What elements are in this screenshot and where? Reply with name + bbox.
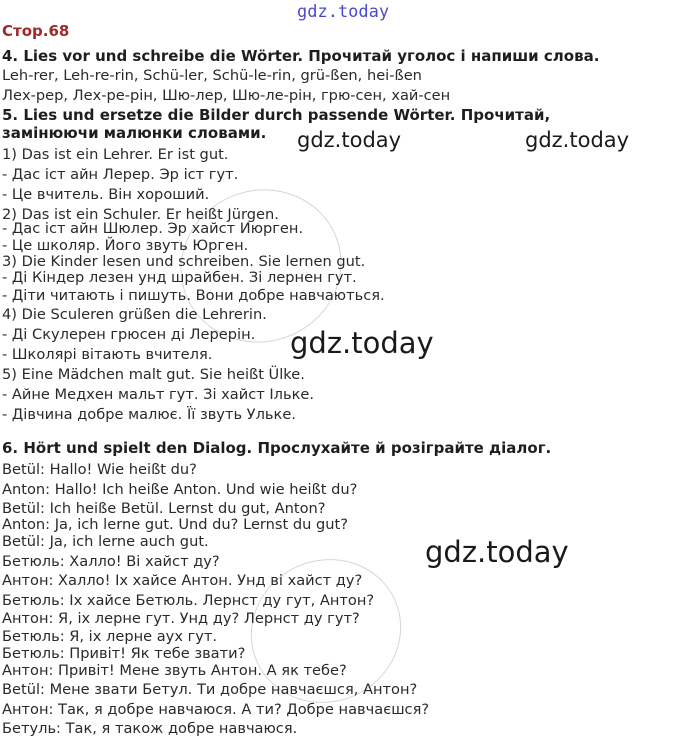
dialog-line: Betül: Мене звати Бетул. Ти добре навчаєшся, Антон? xyxy=(2,681,418,698)
dialog-line: Бетюль: Привіт! Як тебе звати? xyxy=(2,645,246,662)
watermark: gdz.today xyxy=(297,128,402,152)
watermark-top: gdz.today xyxy=(297,2,390,22)
text-line: - Дас іст айн Лерер. Эр іст гут. xyxy=(2,166,239,183)
exercise-6-heading: 6. Hört und spielt den Dialog. Прослухайте й розіграйте діалог. xyxy=(2,439,552,457)
text-line: 2) Das ist ein Schuler. Er heißt Jürgen. xyxy=(2,206,279,223)
text-line: - Айне Медхен мальт гут. Зі хайст Ількe. xyxy=(2,386,315,403)
dialog-line: Бетюль: Іх хайсе Бетюль. Лернст ду гут, Антон? xyxy=(2,592,375,609)
watermark: gdz.today xyxy=(525,128,630,152)
text-line: Лех-рер, Лех-ре-рін, Шю-лер, Шю-ле-рін, грю-сен, хай-сен xyxy=(2,87,451,104)
text-line: - Ді Кіндер лезен унд шрайбен. Зі лернен гут. xyxy=(2,269,357,286)
exercise-5-heading-cont: замінюючи малюнки словами. xyxy=(2,124,267,142)
dialog-line: Антон: Так, я добре навчаюся. А ти? Добре навчаєшся? xyxy=(2,701,430,718)
dialog-line: Бетюль: Халло! Ві хайст ду? xyxy=(2,553,220,570)
dialog-line: Антон: Я, іх лерне гут. Унд ду? Лернст ду гут? xyxy=(2,610,360,627)
text-line: 4) Die Sculeren grüßen die Lehrerin. xyxy=(2,306,267,323)
text-line: - Це вчитель. Він хороший. xyxy=(2,186,210,203)
dialog-line: Антон: Халло! Іх хайсе Антон. Унд ві хайст ду? xyxy=(2,572,363,589)
text-line: - Школярі вітають вчителя. xyxy=(2,346,213,363)
dialog-line: Бетюль: Я, іх лерне аух гут. xyxy=(2,628,218,645)
dialog-line: Anton: Ja, ich lerne gut. Und du? Lernst du gut? xyxy=(2,516,349,533)
text-line: - Діти читають і пишуть. Вони добре навчаються. xyxy=(2,287,385,304)
text-line: 3) Die Kinder lesen und schreiben. Sie lernen gut. xyxy=(2,253,366,270)
text-line: Leh-rer, Leh-re-rin, Schü-ler, Schü-le-rin, grü-ßen, hei-ßen xyxy=(2,67,422,84)
text-line: - Дівчина добре малює. Її звуть Ульке. xyxy=(2,406,296,423)
text-line: 5) Eine Mädchen malt gut. Sie heißt Ülke. xyxy=(2,366,305,383)
dialog-line: Anton: Hallo! Ich heiße Anton. Und wie heißt du? xyxy=(2,481,358,498)
page-number: Стор.68 xyxy=(2,22,70,40)
dialog-line: Бетуль: Так, я також добре навчаюся. xyxy=(2,720,298,737)
watermark: gdz.today xyxy=(425,535,569,569)
dialog-line: Betül: Ja, ich lerne auch gut. xyxy=(2,533,209,550)
watermark: gdz.today xyxy=(290,326,434,360)
exercise-5-heading: 5. Lies und ersetze die Bilder durch passende Wörter. Прочитай, xyxy=(2,106,551,124)
text-line: - Це школяр. Його звуть Юрген. xyxy=(2,237,249,254)
text-line: - Ді Скулерен грюсен ді Лерерін. xyxy=(2,326,256,343)
text-line: - Дас іст айн Шюлер. Эр хайст Июрген. xyxy=(2,220,304,237)
dialog-line: Betül: Ich heiße Betül. Lernst du gut, Anton? xyxy=(2,500,326,517)
dialog-line: Betül: Hallo! Wie heißt du? xyxy=(2,461,197,478)
dialog-line: Антон: Привіт! Мене звуть Антон. А як тебе? xyxy=(2,662,347,679)
text-line: 1) Das ist ein Lehrer. Er ist gut. xyxy=(2,146,229,163)
exercise-4-heading: 4. Lies vor und schreibe die Wörter. Прочитай уголос і напиши слова. xyxy=(2,47,600,65)
